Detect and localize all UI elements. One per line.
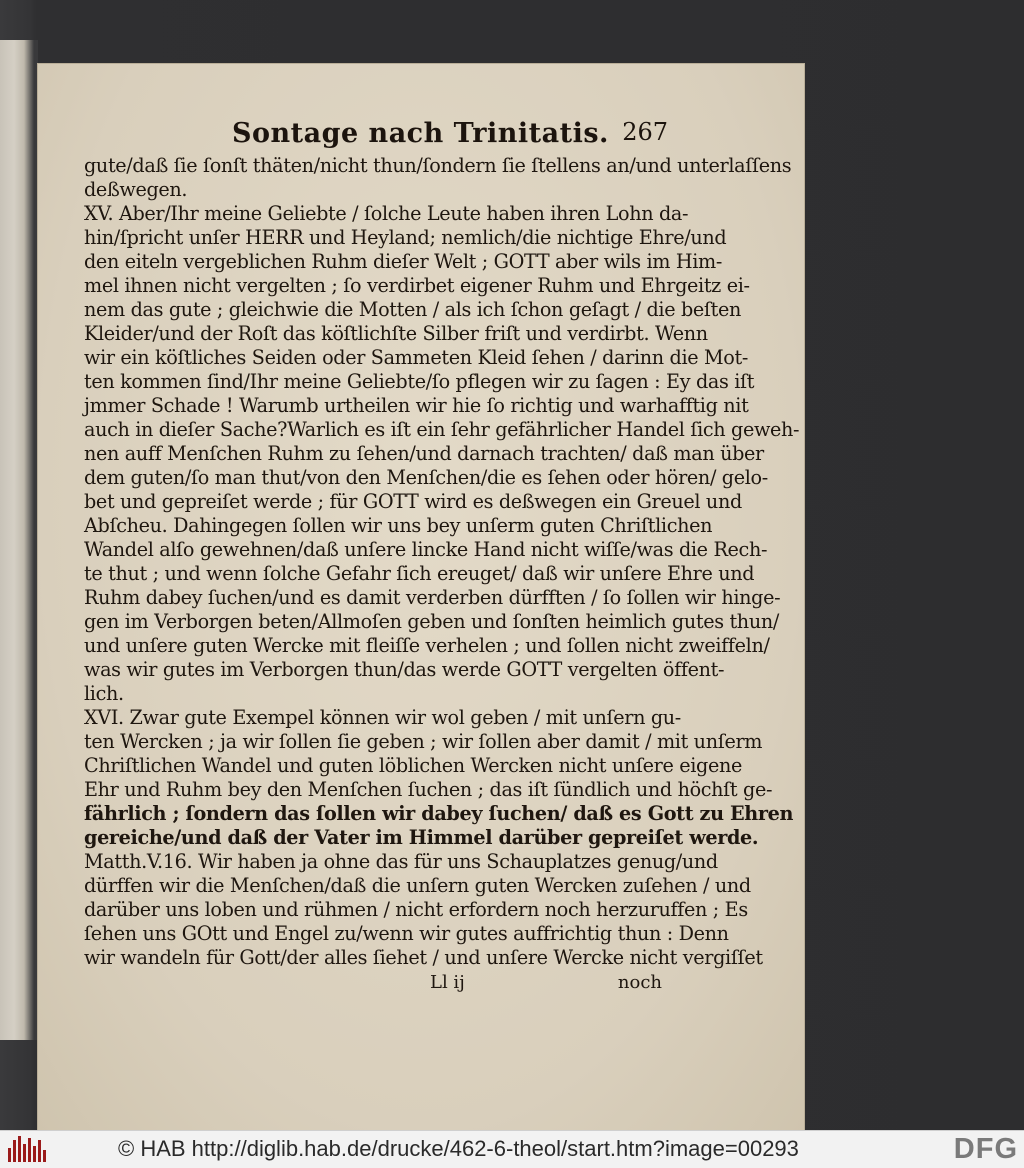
text-line: hin/ſpricht unſer HERR und Heyland; nemlich/die nichtige Ehre/und xyxy=(84,226,727,249)
text-line: nen auff Menſchen Ruhm zu ſehen/und darnach trachten/ daß man über xyxy=(84,442,764,465)
text-line: wir wandeln für Gott/der alles ſiehet / und unſere Wercke nicht vergiſſet xyxy=(84,946,763,969)
text-line: dürffen wir die Menſchen/daß die unſern guten Wercken zuſehen / und xyxy=(84,874,751,897)
text-line: gereiche/und daß der Vater im Himmel darüber gepreiſet werde. xyxy=(84,826,759,849)
text-line: was wir gutes im Verborgen thun/das werde GOTT vergelten öffent- xyxy=(84,658,725,681)
text-line: Ehr und Ruhm bey den Menſchen ſuchen ; das iſt ſündlich und höchſt ge- xyxy=(84,778,773,801)
text-line: XV. Aber/Ihr meine Geliebte / ſolche Leute haben ihren Lohn da- xyxy=(84,202,689,225)
page-number: 267 xyxy=(622,118,668,146)
book-page xyxy=(38,64,804,1134)
previous-page-edge xyxy=(0,40,38,1040)
text-line: gute/daß ſie ſonſt thäten/nicht thun/ſondern ſie ſtellens an/und unterlaſſens xyxy=(84,154,792,177)
text-line: deßwegen. xyxy=(84,178,188,201)
text-line: jmmer Schade ! Warumb urtheilen wir hie ſo richtig und warhafftig nit xyxy=(84,394,749,417)
text-line: ten kommen ſind/Ihr meine Geliebte/ſo pflegen wir zu ſagen : Ey das iſt xyxy=(84,370,755,393)
hab-logo-icon xyxy=(8,1136,48,1162)
copyright-url[interactable]: © HAB http://diglib.hab.de/drucke/462-6-theol/start.htm?image=00293 xyxy=(118,1136,799,1161)
running-title: Sontage nach Trinitatis. xyxy=(232,118,609,149)
text-line: te thut ; und wenn ſolche Gefahr ſich ereuget/ daß wir unſere Ehre und xyxy=(84,562,755,585)
text-line: ten Wercken ; ja wir ſollen ſie geben ; wir ſollen aber damit / mit unſerm xyxy=(84,730,763,753)
text-line: wir ein köſtliches Seiden oder Sammeten Kleid ſehen / darinn die Mot- xyxy=(84,346,748,369)
page-content xyxy=(84,114,800,998)
dfg-logo: DFG xyxy=(953,1133,1018,1165)
text-line: ſehen uns GOtt und Engel zu/wenn wir gutes auffrichtig thun : Denn xyxy=(84,922,729,945)
text-line: gen im Verborgen beten/Allmoſen geben und ſonſten heimlich gutes thun/ xyxy=(84,610,779,633)
text-line: mel ihnen nicht vergelten ; ſo verdirbet eigener Ruhm und Ehrgeitz ei- xyxy=(84,274,750,297)
catchword: noch xyxy=(617,972,662,993)
text-line: fährlich ; ſondern das ſollen wir dabey ſuchen/ daß es Gott zu Ehren xyxy=(84,802,794,825)
signature-mark: Ll ij xyxy=(430,972,465,993)
signature-line xyxy=(84,972,660,998)
text-line: den eiteln vergeblichen Ruhm dieſer Welt ; GOTT aber wils im Him- xyxy=(84,250,723,273)
text-line: nem das gute ; gleichwie die Motten / als ich ſchon geſagt / die beſten xyxy=(84,298,742,321)
text-line: bet und gepreiſet werde ; für GOTT wird es deßwegen ein Greuel und xyxy=(84,490,742,513)
text-line: XVI. Zwar gute Exempel können wir wol geben / mit unſern gu- xyxy=(84,706,681,729)
text-line: Abſcheu. Dahingegen ſollen wir uns bey unſerm guten Chriſtlichen xyxy=(84,514,713,537)
text-line: und unſere guten Wercke mit fleiſſe verhelen ; und ſollen nicht zweiffeln/ xyxy=(84,634,770,657)
text-line: lich. xyxy=(84,682,124,705)
footer-bar xyxy=(0,1130,1024,1168)
text-line: auch in dieſer Sache?Warlich es iſt ein ſehr gefährlicher Handel ſich geweh- xyxy=(84,418,800,441)
text-line: Wandel alſo gewehnen/daß unſere lincke Hand nicht wiſſe/was die Rech- xyxy=(84,538,768,561)
running-head xyxy=(84,114,668,152)
text-line: Ruhm dabey ſuchen/und es damit verderben dürfften / ſo ſollen wir hinge- xyxy=(84,586,781,609)
text-line: darüber uns loben und rühmen / nicht erfordern noch herzuruffen ; Es xyxy=(84,898,748,921)
text-line: Matth.V.16. Wir haben ja ohne das für uns Schauplatzes genug/und xyxy=(84,850,718,873)
text-line: Kleider/und der Roſt das köſtlichſte Silber friſt und verdirbt. Wenn xyxy=(84,322,708,345)
text-line: dem guten/ſo man thut/von den Menſchen/die es ſehen oder hören/ gelo- xyxy=(84,466,768,489)
text-line: Chriſtlichen Wandel und guten löblichen Wercken nicht unſere eigene xyxy=(84,754,742,777)
body-text xyxy=(84,154,800,970)
